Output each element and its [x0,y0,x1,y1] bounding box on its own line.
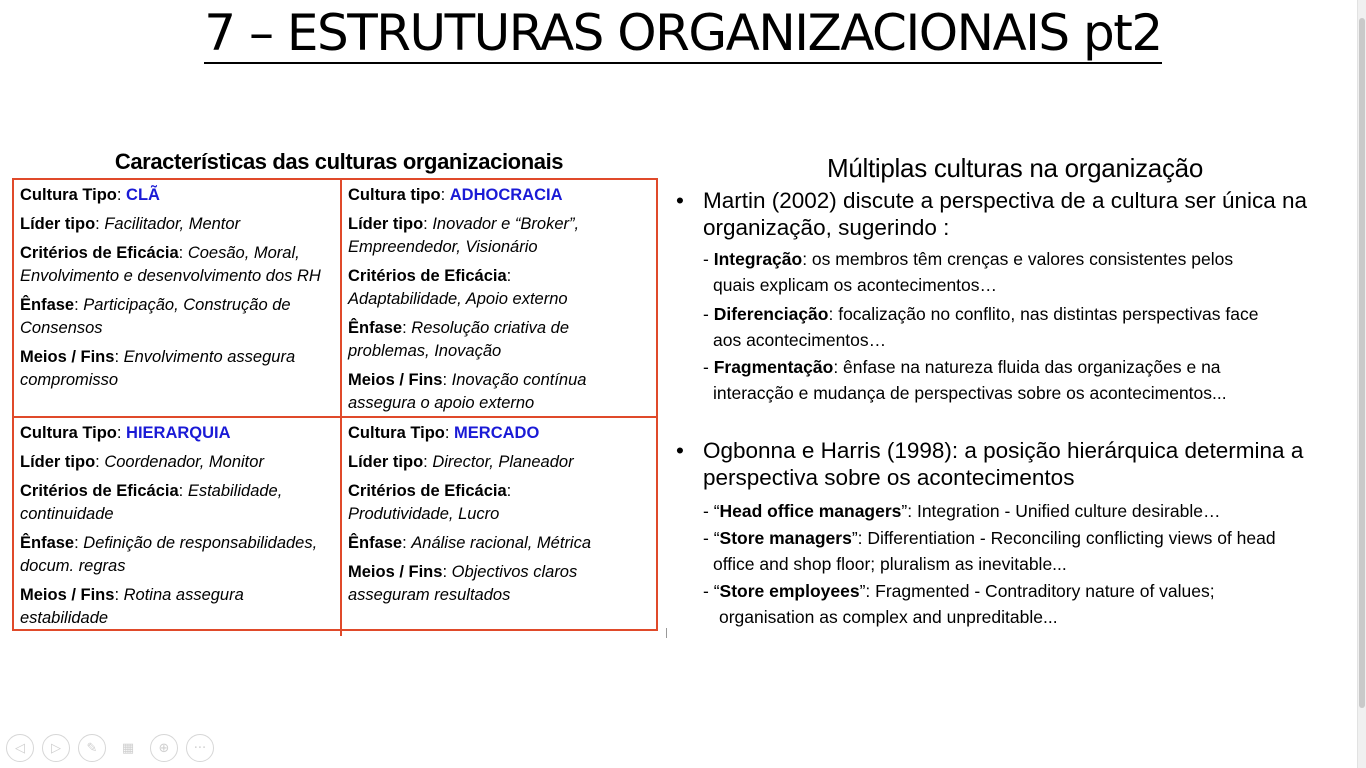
cell-row-label: Meios / Fins [20,348,115,366]
cell-type-value: ADHOCRACIA [449,186,563,204]
previous-slide-icon[interactable]: ◁ [6,734,34,762]
cell-row-value: Análise racional, Métrica [411,534,592,552]
cell-row-label: Critérios de Eficácia [20,482,179,500]
cell-row-label: Ênfase [20,534,75,552]
cell-row-label: Critérios de Eficácia [348,482,507,500]
cell-type-label: Cultura tipo [348,186,441,204]
culture-cell-cla: Cultura Tipo: CLÃ Líder tipo: Facilitador, Mentor Critérios de Eficácia: Coesão, Moral, Envolvimento e desenvolvimento dos RH Ênfase: Participação, Construção de Consensos Meios / Fins: Envolvimento assegura compromisso [14,180,342,418]
cell-row-label: Meios / Fins [20,586,115,604]
sub-item: - “Head office managers”: Integration - Unified culture desirable… [703,501,1221,521]
cell-row-label: Líder tipo [20,215,96,233]
cell-row-label: Ênfase [348,534,403,552]
culture-types-table [12,178,658,631]
sub-item: - “Store managers”: Differentiation - Reconciling conflicting views of head [703,528,1276,548]
slide-grid-icon[interactable]: ▦ [121,740,135,756]
cell-row-label: Líder tipo [348,453,424,471]
bullet-text: Martin (2002) discute a perspectiva de a cultura ser única na organização, sugerindo : [703,188,1308,240]
sub-item-cont: interacção e mudança de perspectivas sobre os acontecimentos... [713,383,1227,403]
cell-row-value: Facilitador, Mentor [104,215,241,233]
cell-row-value: Definição de responsabilidades, docum. regras [20,534,318,575]
cell-type-label: Cultura Tipo [20,424,117,442]
cell-row-value: Resolução criativa de problemas, Inovação [348,319,570,360]
bullet-dot-icon: • [676,438,684,463]
sub-term: Store managers [719,528,852,548]
vertical-scrollbar[interactable] [1357,0,1366,768]
cell-row-value: Inovador e “Broker”, Empreendedor, Visionário [348,215,580,256]
sub-item: - Fragmentação: ênfase na natureza fluida das organizações e na [703,357,1221,377]
cell-row-value: Objectivos claros asseguram resultados [348,563,578,604]
cell-row-value: Envolvimento assegura compromisso [20,348,296,389]
cell-row-label: Meios / Fins [348,563,443,581]
cell-row-value: Estabilidade, continuidade [20,482,283,523]
cell-type-value: MERCADO [454,424,540,442]
cell-row-label: Ênfase [348,319,403,337]
zoom-icon[interactable]: ⊕ [150,734,178,762]
next-slide-icon[interactable]: ▷ [42,734,70,762]
cell-row-value: Director, Planeador [432,453,574,471]
cell-row-value: Coordenador, Monitor [104,453,264,471]
cell-row-label: Ênfase [20,296,75,314]
sub-term: Store employees [719,581,860,601]
cell-row-label: Critérios de Eficácia [348,267,507,285]
cell-type-value: HIERARQUIA [126,424,231,442]
sub-item-cont: office and shop floor; pluralism as inevitable... [713,554,1067,574]
culture-cell-hierarquia: Cultura Tipo: HIERARQUIA Líder tipo: Coordenador, Monitor Critérios de Eficácia: Estabilidade, continuidade Ênfase: Definição de responsabilidades, docum. regras Meios / Fins: Rotina assegura estabilidade [14,418,342,636]
sub-term: Head office managers [719,501,902,521]
cell-type-value: CLÃ [126,186,160,204]
slideshow-toolbar [6,734,214,762]
sub-item: - Integração: os membros têm crenças e valores consistentes pelos [703,249,1234,269]
sub-item: - “Store employees”: Fragmented - Contraditory nature of values; [703,581,1215,601]
sub-term: Fragmentação [713,357,834,377]
right-heading: Múltiplas culturas na organização [827,153,1203,183]
bullet-ogbonna [676,437,1336,493]
bullet-text: Ogbonna e Harris (1998): a posição hierárquica determina a perspectiva sobre os acontecimentos [703,438,1304,490]
cell-row-value: Coesão, Moral, Envolvimento e desenvolvimento dos RH [20,244,321,285]
cell-row-label: Líder tipo [348,215,424,233]
table-heading: Características das culturas organizacionais [114,149,564,174]
cell-row-value: Inovação contínua assegura o apoio externo [348,371,587,412]
cell-row-value: Adaptabilidade, Apoio externo [348,290,568,308]
sub-term: Integração [713,249,803,269]
cell-row-value: Participação, Construção de Consensos [20,296,291,337]
sub-item: - Diferenciação: focalização no conflito, nas distintas perspectivas face [703,304,1259,324]
culture-cell-adhocracia: Cultura tipo: ADHOCRACIA Líder tipo: Inovador e “Broker”, Empreendedor, Visionário Critérios de Eficácia: Adaptabilidade, Apoio externo Ênfase: Resolução criativa de problemas, Inovação Meios / Fins: Inovação contínua assegura o apoio externo [342,180,656,418]
cell-row-label: Critérios de Eficácia [20,244,179,262]
bullet-martin [676,187,1336,243]
cell-type-label: Cultura Tipo [348,424,445,442]
cell-row-value: Produtividade, Lucro [348,505,500,523]
cell-row-value: Rotina assegura estabilidade [20,586,244,627]
sub-term: Diferenciação [713,304,829,324]
cell-row-label: Líder tipo [20,453,96,471]
pen-icon[interactable]: ✎ [78,734,106,762]
bullet-dot-icon: • [676,188,684,213]
cell-row-label: Meios / Fins [348,371,443,389]
sub-item-cont: quais explicam os acontecimentos… [713,275,998,295]
sub-item-cont: aos acontecimentos… [713,330,887,350]
divider-tick [666,628,667,638]
cell-type-label: Cultura Tipo [20,186,117,204]
slide-title: 7 – ESTRUTURAS ORGANIZACIONAIS pt2 [204,4,1162,62]
more-options-icon[interactable]: ··· [186,734,214,762]
sub-item-cont: organisation as complex and unpreditable... [719,607,1058,627]
culture-cell-mercado: Cultura Tipo: MERCADO Líder tipo: Director, Planeador Critérios de Eficácia: Produtividade, Lucro Ênfase: Análise racional, Métrica Meios / Fins: Objectivos claros asseguram resultados [348,424,592,604]
scrollbar-thumb[interactable] [1359,18,1365,708]
